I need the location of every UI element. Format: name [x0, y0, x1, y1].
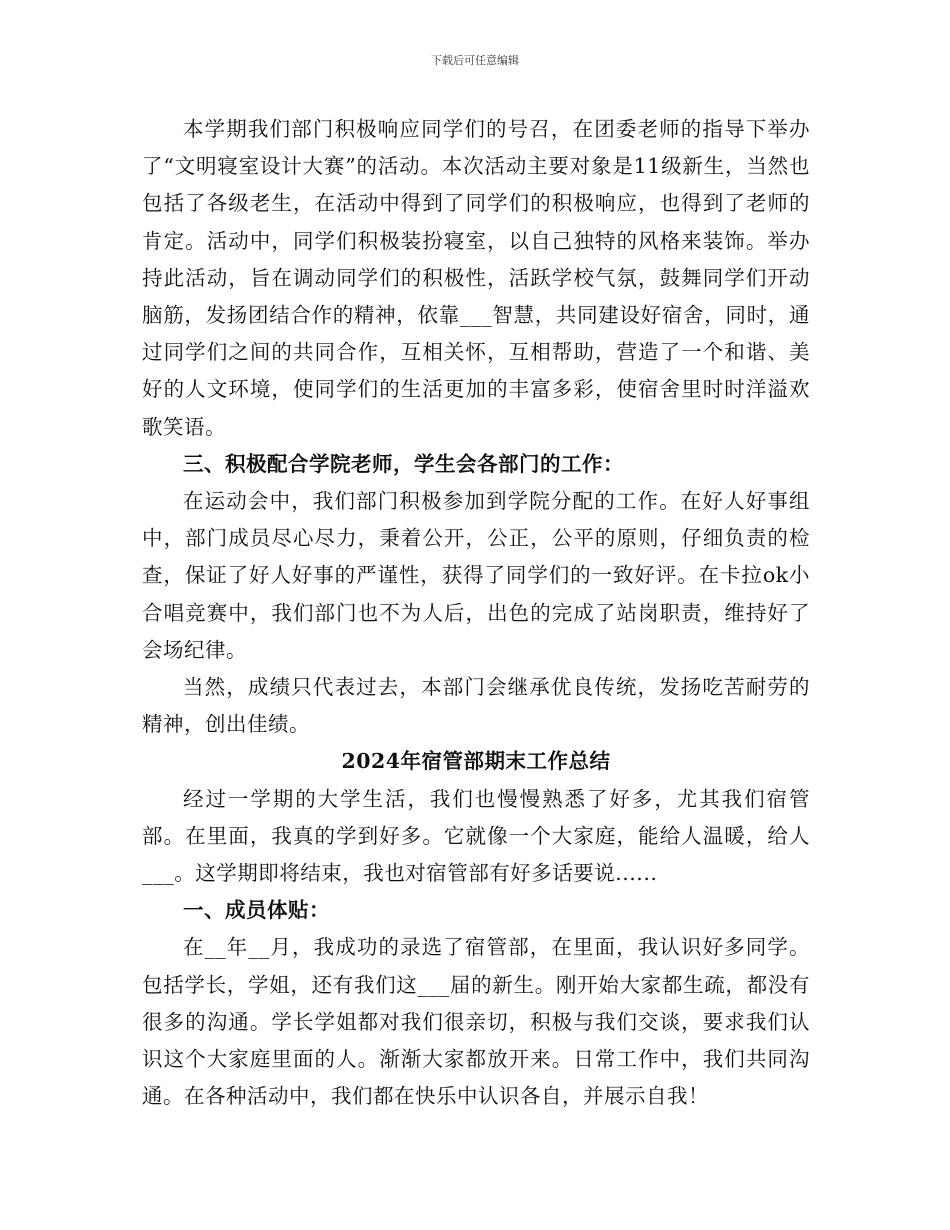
section-heading-members: 一、成员体贴：: [183, 898, 330, 923]
document-body: [142, 111, 810, 1115]
section-heading-cooperation: 三、积极配合学院老师，学生会各部门的工作：: [183, 451, 624, 476]
paragraph-dorm-design-contest: 本学期我们部门积极响应同学们的号召，在团委老师的指导下举办了“文明寝室设计大赛”的活动。本次活动主要对象是11级新生，当然也包括了各级老生，在活动中得到了同学们的积极响应，也得到了老师的肯定。活动中，同学们积极装扮寝室，以自己独特的风格来装饰。举办持此活动，旨在调动同学们的积极性，活跃学校气氛，鼓舞同学们开动脑筋，发扬团结合作的精神，依靠___智慧，共同建设好宿舍，同时，通过同学们之间的共同合作，互相关怀，互相帮助，营造了一个和谐、美好的人文环境，使同学们的生活更加的丰富多彩，使宿舍里时时洋溢欢歌笑语。: [142, 117, 810, 439]
paragraph-conclusion: 当然，成绩只代表过去，本部门会继承优良传统，发扬吃苦耐劳的精神，创出佳绩。: [142, 675, 810, 737]
paragraph-introduction: 经过一学期的大学生活，我们也慢慢熟悉了好多，尤其我们宿管部。在里面，我真的学到好多。它就像一个大家庭，能给人温暖，给人___。这学期即将结束，我也对宿管部有好多话要说......: [142, 786, 810, 886]
paragraph-members: 在__年__月，我成功的录选了宿管部，在里面，我认识好多同学。包括学长，学姐，还有我们这___届的新生。刚开始大家都生疏，都没有很多的沟通。学长学姐都对我们很亲切，积极与我们交谈，要求我们认识这个大家庭里面的人。渐渐大家都放开来。日常工作中，我们共同沟通。在各种活动中，我们都在快乐中认识各自，并展示自我！: [142, 935, 810, 1109]
page-header-note: 下载后可任意编辑: [431, 54, 519, 67]
paragraph-sports-meet: 在运动会中，我们部门积极参加到学院分配的工作。在好人好事组中，部门成员尽心尽力，秉着公开，公正，公平的原则，仔细负责的检查，保证了好人好事的严谨性，获得了同学们的一致好评。在卡拉ok小合唱竞赛中，我们部门也不为人后，出色的完成了站岗职责，维持好了会场纪律。: [142, 489, 810, 662]
document-title: 2024年宿管部期末工作总结: [341, 749, 611, 774]
